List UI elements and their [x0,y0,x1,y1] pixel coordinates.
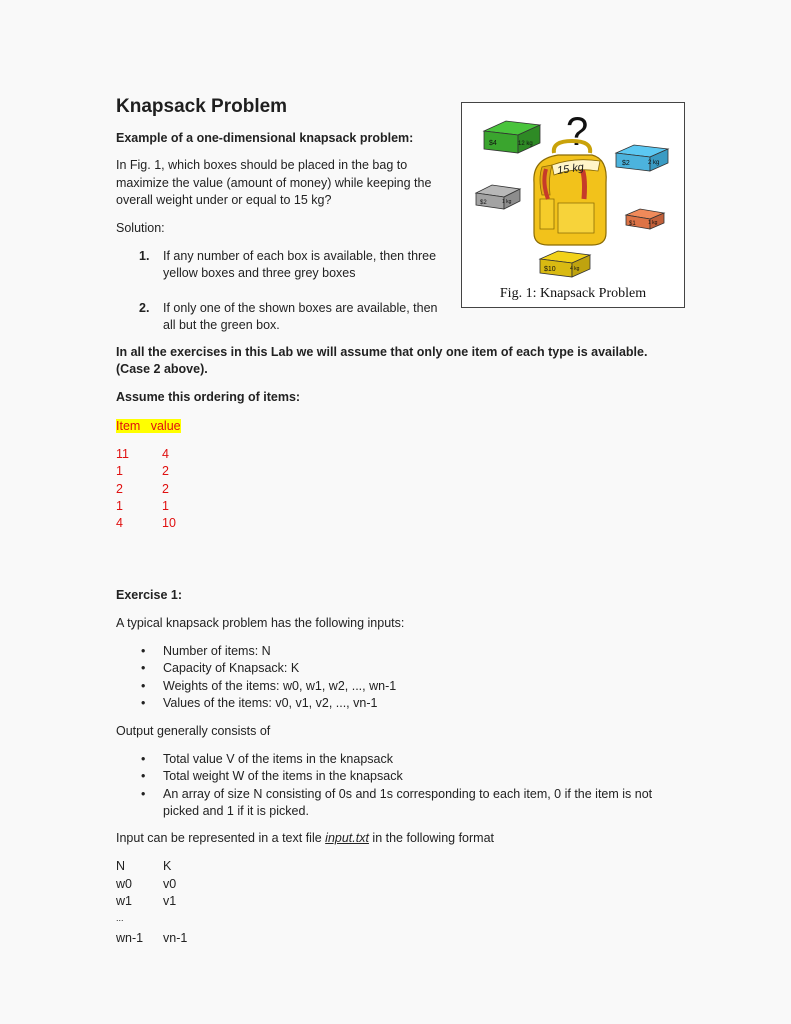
svg-text:2 kg: 2 kg [648,160,660,166]
svg-text:$2: $2 [480,200,487,206]
grey-box-icon [476,185,520,209]
table-row-value: 2 [162,482,169,496]
svg-text:$2: $2 [622,160,630,167]
format-row-left: w1 [116,894,132,908]
header-value: value [150,419,181,433]
assumption-line-1: In all the exercises in this Lab we will assume that only one item of each type is available. [116,345,648,359]
solution-1-line-1: If any number of each box is available, then three [163,249,437,263]
question-mark-icon: ? [566,110,589,154]
header-item: Item [116,419,141,433]
table-row-item: 1 [116,499,123,513]
knapsack-illustration [462,103,684,283]
svg-text:15 kg: 15 kg [556,161,585,178]
backpack-icon [534,141,606,245]
intro-line-3: overall weight under or equal to 15 kg? [116,193,332,207]
table-row-value: 2 [162,464,169,478]
exercise-heading: Exercise 1: [116,588,183,602]
table-row-item: 11 [116,447,129,461]
format-row-right: vn-1 [163,931,188,945]
format-intro-pre: Input can be represented in a text file [116,831,326,845]
format-row-left: w0 [116,877,132,891]
table-row-value: 4 [162,447,169,461]
output-item: • An array of size N consisting of 0s and 1s corresponding to each item, 0 if the item is not [163,786,652,803]
intro-line-1: In Fig. 1, which boxes should be placed in the bag to [116,158,408,172]
table-row-item: 1 [116,464,123,478]
format-intro [116,830,494,847]
blue-box-icon [616,145,668,171]
format-row-left: N [116,859,126,873]
solution-1-line-2: yellow boxes and three grey boxes [163,266,356,280]
svg-text:12 kg: 12 kg [518,141,533,147]
output-item: • Total value V of the items in the knapsack [163,751,393,768]
assumption-line-2: (Case 2 above). [116,362,208,376]
table-row-value: 1 [162,499,169,513]
svg-text:4 kg: 4 kg [570,266,580,272]
output-intro: Output generally consists of [116,724,271,738]
output-item-continuation: picked and 1 if it is picked. [163,804,309,818]
input-file-name: input.txt [325,831,369,845]
format-row-right: v0 [163,877,177,891]
format-intro-post: in the following format [368,831,495,845]
header-spacer [140,419,150,433]
knapsack-figure [461,102,685,308]
svg-text:1 kg: 1 kg [648,220,658,226]
input-item: • Weights of the items: w0, w1, w2, ..., wn-1 [163,678,396,695]
format-row-right: K [163,859,172,873]
figure-caption: Fig. 1: Knapsack Problem [499,286,647,301]
svg-text:$10: $10 [544,266,556,273]
table-row-item: 4 [116,516,123,530]
table-row-value: 10 [162,516,176,530]
input-item: • Values of the items: v0, v1, v2, ..., vn-1 [163,695,377,712]
format-row-right: v1 [163,894,177,908]
solution-2-line-1: If only one of the shown boxes are available, then [163,301,438,315]
svg-text:$4: $4 [489,140,497,147]
items-table-header [116,418,181,435]
svg-text:$1: $1 [629,221,636,227]
green-box-icon [484,121,540,153]
svg-text:1 kg: 1 kg [502,199,512,205]
solution-label: Solution: [116,221,165,235]
format-row-ellipsis: ... [116,913,124,923]
solution-2-number: 2. [139,301,150,315]
page-title: Knapsack Problem [116,96,288,117]
solution-1-number: 1. [139,249,150,263]
format-row-left: wn-1 [116,931,144,945]
intro-line-2: maximize the value (amount of money) while keeping the [116,176,432,190]
input-item: • Capacity of Knapsack: K [163,660,299,677]
inputs-intro: A typical knapsack problem has the following inputs: [116,616,405,630]
solution-2-line-2: all but the green box. [163,318,280,332]
input-item: • Number of items: N [163,643,271,660]
orange-box-icon [626,209,664,229]
output-item: • Total weight W of the items in the knapsack [163,768,403,785]
example-heading: Example of a one-dimensional knapsack problem: [116,131,414,145]
ordering-heading: Assume this ordering of items: [116,390,301,404]
yellow-box-icon [540,251,590,277]
table-row-item: 2 [116,482,123,496]
